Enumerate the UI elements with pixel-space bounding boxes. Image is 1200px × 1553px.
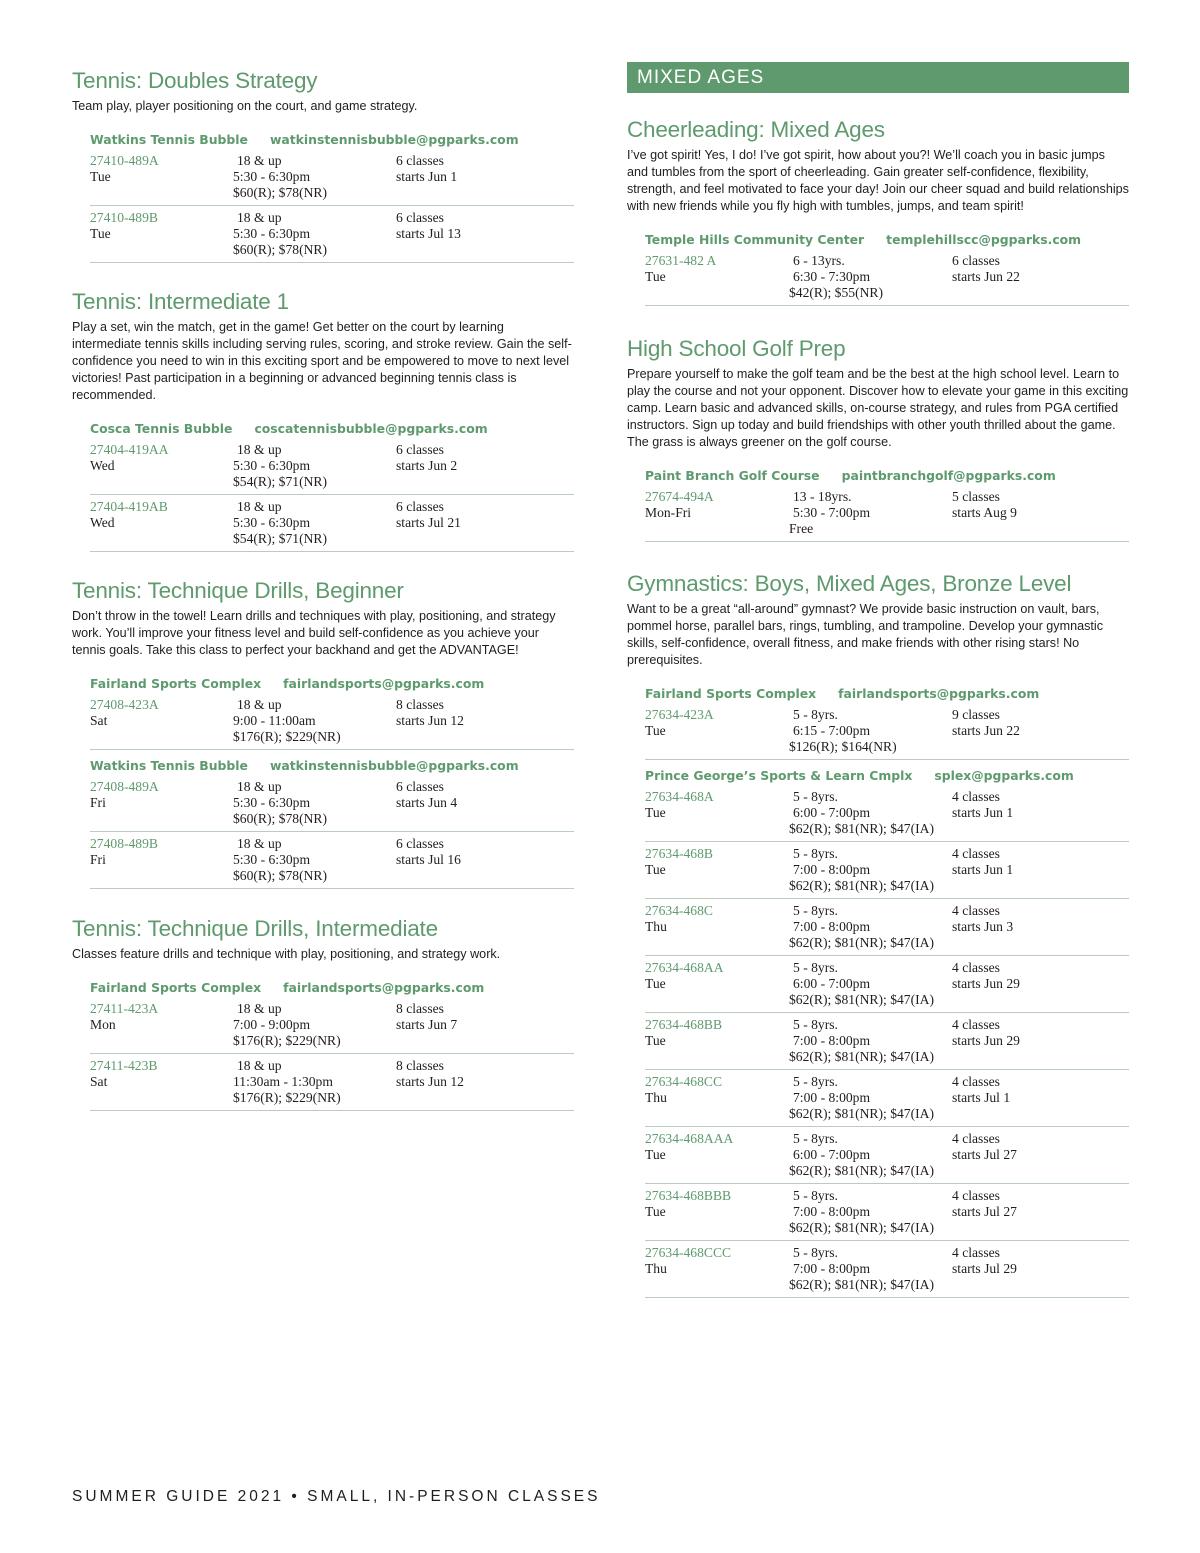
class-fee: $60(R); $78(NR) <box>233 242 328 257</box>
section-title: High School Golf Prep <box>627 336 846 361</box>
class-count: 4 classes <box>952 1188 1000 1203</box>
class-day: Tue <box>645 805 666 820</box>
class-fee: $126(R); $164(NR) <box>789 739 897 754</box>
section-title: Gymnastics: Boys, Mixed Ages, Bronze Level <box>627 571 1072 596</box>
class-row <box>645 707 1129 760</box>
age-range: 5 - 8yrs. <box>793 1131 838 1146</box>
course-code: 27404-419AB <box>90 499 168 514</box>
class-row <box>90 153 574 206</box>
age-range: 18 & up <box>237 210 282 225</box>
location-header <box>90 421 574 437</box>
location-email-link[interactable]: watkinstennisbubble@pgparks.com <box>269 132 519 147</box>
course-code: 27634-468BBB <box>645 1188 732 1203</box>
class-count: 9 classes <box>952 707 1000 722</box>
class-fee: $176(R); $229(NR) <box>233 1090 341 1105</box>
location-email-link[interactable]: watkinstennisbubble@pgparks.com <box>269 758 519 773</box>
location-email-link[interactable]: paintbranchgolf@pgparks.com <box>841 468 1056 483</box>
start-date: starts Jun 12 <box>396 713 464 728</box>
location-name: Watkins Tennis Bubble <box>90 758 248 773</box>
class-row <box>645 1017 1129 1070</box>
course-code: 27408-489A <box>90 779 159 794</box>
course-code: 27634-468C <box>645 903 713 918</box>
class-time: 6:00 - 7:00pm <box>793 976 871 991</box>
class-row <box>645 253 1129 306</box>
section-description: Team play, player positioning on the court, and game strategy. <box>72 99 418 113</box>
age-range: 5 - 8yrs. <box>793 960 838 975</box>
class-count: 8 classes <box>396 697 444 712</box>
start-date: starts Jun 1 <box>396 169 458 184</box>
class-time: 9:00 - 11:00am <box>233 713 316 728</box>
location-name: Temple Hills Community Center <box>645 232 865 247</box>
class-row <box>90 1001 574 1054</box>
location-name: Cosca Tennis Bubble <box>90 421 233 436</box>
class-fee: $54(R); $71(NR) <box>233 531 328 546</box>
start-date: starts Jun 7 <box>396 1017 458 1032</box>
class-day: Sat <box>90 713 108 728</box>
class-fee: $62(R); $81(NR); $47(IA) <box>789 1049 934 1064</box>
course-code: 27411-423B <box>90 1058 158 1073</box>
class-fee: $42(R); $55(NR) <box>789 285 884 300</box>
class-time: 7:00 - 8:00pm <box>793 1090 871 1105</box>
location-email-link[interactable]: templehillscc@pgparks.com <box>886 232 1082 247</box>
class-time: 7:00 - 8:00pm <box>793 1261 871 1276</box>
location-email-link[interactable]: fairlandsports@pgparks.com <box>838 686 1040 701</box>
location-email-link[interactable]: coscatennisbubble@pgparks.com <box>254 421 488 436</box>
class-fee: $60(R); $78(NR) <box>233 811 328 826</box>
start-date: starts Aug 9 <box>952 505 1017 520</box>
class-day: Wed <box>90 458 115 473</box>
class-count: 4 classes <box>952 1245 1000 1260</box>
class-fee: $62(R); $81(NR); $47(IA) <box>789 1220 934 1235</box>
class-count: 6 classes <box>396 836 444 851</box>
class-fee: $62(R); $81(NR); $47(IA) <box>789 1163 934 1178</box>
start-date: starts Jun 29 <box>952 976 1020 991</box>
course-code: 27634-468B <box>645 846 713 861</box>
location-header <box>645 686 1129 702</box>
age-range: 18 & up <box>237 499 282 514</box>
class-section <box>72 288 574 552</box>
class-day: Tue <box>645 976 666 991</box>
class-count: 6 classes <box>396 499 444 514</box>
class-fee: $54(R); $71(NR) <box>233 474 328 489</box>
location-list <box>90 132 574 263</box>
age-range: 5 - 8yrs. <box>793 789 838 804</box>
location-block <box>645 768 1129 1298</box>
class-fee: $62(R); $81(NR); $47(IA) <box>789 821 934 836</box>
class-fee: $60(R); $78(NR) <box>233 185 328 200</box>
course-code: 27408-423A <box>90 697 159 712</box>
location-list <box>90 421 574 552</box>
class-section <box>72 67 574 263</box>
section-description: I’ve got spirit! Yes, I do! I’ve got spirit, how about you?! We’ll coach you in basic jumps and tumbles from the sport of cheerleading. Gain greater self-confidence, flexibility, strength, and feel motivated to face your day! Join our cheer squad and build relationships with new friends while you fly high with tumbles, jumps, and team spirit! <box>627 148 1129 213</box>
start-date: starts Jun 1 <box>952 805 1014 820</box>
class-day: Tue <box>90 226 111 241</box>
age-range: 18 & up <box>237 697 282 712</box>
age-range: 6 - 13yrs. <box>793 253 845 268</box>
age-range: 18 & up <box>237 442 282 457</box>
class-count: 6 classes <box>396 210 444 225</box>
location-header <box>645 232 1129 248</box>
class-row <box>90 697 574 750</box>
class-day: Fri <box>90 852 106 867</box>
class-row <box>645 1074 1129 1127</box>
class-row <box>645 489 1129 542</box>
start-date: starts Jun 4 <box>396 795 458 810</box>
course-code: 27410-489B <box>90 210 158 225</box>
class-count: 8 classes <box>396 1001 444 1016</box>
age-range: 5 - 8yrs. <box>793 903 838 918</box>
class-time: 5:30 - 7:00pm <box>793 505 871 520</box>
class-fee: $176(R); $229(NR) <box>233 729 341 744</box>
class-time: 11:30am - 1:30pm <box>233 1074 333 1089</box>
class-day: Tue <box>645 1033 666 1048</box>
course-code: 27674-494A <box>645 489 714 504</box>
class-time: 7:00 - 8:00pm <box>793 919 871 934</box>
class-section <box>627 335 1129 542</box>
age-range: 5 - 8yrs. <box>793 707 838 722</box>
class-day: Tue <box>645 269 666 284</box>
class-day: Thu <box>645 1261 667 1276</box>
course-code: 27634-468BB <box>645 1017 723 1032</box>
class-count: 4 classes <box>952 789 1000 804</box>
section-description: Want to be a great “all-around” gymnast? We provide basic instruction on vault, bars, pommel horse, parallel bars, rings, tumbling, and trampoline. Develop your gymnastic skills, self-confidence, overall fitness, and make friends with other rising stars! No prerequisites. <box>627 602 1103 667</box>
age-range: 5 - 8yrs. <box>793 1188 838 1203</box>
class-row <box>645 1188 1129 1241</box>
class-time: 6:30 - 7:30pm <box>793 269 871 284</box>
age-range: 18 & up <box>237 836 282 851</box>
age-range: 18 & up <box>237 1058 282 1073</box>
age-range: 18 & up <box>237 153 282 168</box>
section-description: Don’t throw in the towel! Learn drills and techniques with play, positioning, and strategy work. You’ll improve your fitness level and build self-confidence as you achieve your tennis goals. Take this class to perfect your backhand and get the ADVANTAGE! <box>72 609 556 657</box>
class-count: 6 classes <box>396 779 444 794</box>
start-date: starts Jun 1 <box>952 862 1014 877</box>
class-row <box>645 1245 1129 1298</box>
class-time: 5:30 - 6:30pm <box>233 169 311 184</box>
age-range: 5 - 8yrs. <box>793 1245 838 1260</box>
location-list <box>90 980 574 1111</box>
class-row <box>645 789 1129 842</box>
mixed-ages-banner: MIXED AGES <box>627 62 1129 93</box>
class-day: Tue <box>645 1147 666 1162</box>
class-day: Thu <box>645 919 667 934</box>
section-title: Tennis: Technique Drills, Beginner <box>72 578 404 603</box>
location-header <box>645 468 1129 484</box>
location-header <box>90 758 574 774</box>
location-header <box>90 132 574 148</box>
class-day: Fri <box>90 795 106 810</box>
page-footer: SUMMER GUIDE 2021 • SMALL, IN-PERSON CLASSES <box>72 1488 601 1505</box>
class-row <box>645 960 1129 1013</box>
class-count: 4 classes <box>952 903 1000 918</box>
location-email-link[interactable]: splex@pgparks.com <box>934 768 1074 783</box>
class-time: 5:30 - 6:30pm <box>233 795 311 810</box>
course-code: 27404-419AA <box>90 442 169 457</box>
class-time: 7:00 - 9:00pm <box>233 1017 311 1032</box>
class-fee: $62(R); $81(NR); $47(IA) <box>789 992 934 1007</box>
section-title: Tennis: Intermediate 1 <box>72 289 289 314</box>
course-code: 27408-489B <box>90 836 158 851</box>
class-count: 5 classes <box>952 489 1000 504</box>
age-range: 5 - 8yrs. <box>793 1017 838 1032</box>
class-time: 6:15 - 7:00pm <box>793 723 871 738</box>
course-code: 27634-468AA <box>645 960 724 975</box>
location-block <box>645 232 1129 306</box>
section-description: Classes feature drills and technique with play, positioning, and strategy work. <box>72 947 501 961</box>
class-day: Sat <box>90 1074 108 1089</box>
class-fee: $62(R); $81(NR); $47(IA) <box>789 1106 934 1121</box>
location-block <box>90 676 574 750</box>
location-block <box>90 421 574 552</box>
class-time: 5:30 - 6:30pm <box>233 515 311 530</box>
location-name: Fairland Sports Complex <box>645 686 817 701</box>
start-date: starts Jun 29 <box>952 1033 1020 1048</box>
location-list <box>645 468 1129 542</box>
class-section <box>72 577 574 889</box>
class-time: 7:00 - 8:00pm <box>793 862 871 877</box>
location-email-link[interactable]: fairlandsports@pgparks.com <box>283 980 485 995</box>
course-code: 27634-468CCC <box>645 1245 732 1260</box>
class-count: 4 classes <box>952 1074 1000 1089</box>
age-range: 18 & up <box>237 779 282 794</box>
start-date: starts Jul 29 <box>952 1261 1017 1276</box>
section-title: Tennis: Doubles Strategy <box>72 68 318 93</box>
section-description: Play a set, win the match, get in the game! Get better on the court by learning intermediate tennis skills including serving rules, scoring, and stroke review. Gain the self-confidence you need to win in this exciting sport and be empowered to move to next level victories! Past participation in a beginning or advanced beginning tennis class is recommended. <box>72 320 572 402</box>
location-name: Prince George’s Sports & Learn Cmplx <box>645 768 913 783</box>
class-row <box>90 210 574 263</box>
class-row <box>645 903 1129 956</box>
course-code: 27631-482 A <box>645 253 717 268</box>
class-fee: $60(R); $78(NR) <box>233 868 328 883</box>
start-date: starts Jul 27 <box>952 1204 1017 1219</box>
class-time: 7:00 - 8:00pm <box>793 1204 871 1219</box>
class-day: Tue <box>645 723 666 738</box>
class-day: Wed <box>90 515 115 530</box>
start-date: starts Jul 16 <box>396 852 461 867</box>
start-date: starts Jun 3 <box>952 919 1014 934</box>
class-count: 4 classes <box>952 1017 1000 1032</box>
start-date: starts Jun 2 <box>396 458 458 473</box>
course-code: 27634-468A <box>645 789 714 804</box>
class-count: 6 classes <box>396 153 444 168</box>
location-header <box>90 676 574 692</box>
class-time: 5:30 - 6:30pm <box>233 458 311 473</box>
section-title: Tennis: Technique Drills, Intermediate <box>72 916 438 941</box>
start-date: starts Jul 13 <box>396 226 461 241</box>
class-day: Tue <box>645 1204 666 1219</box>
location-name: Fairland Sports Complex <box>90 980 262 995</box>
class-time: 7:00 - 8:00pm <box>793 1033 871 1048</box>
class-row <box>90 499 574 552</box>
class-count: 4 classes <box>952 1131 1000 1146</box>
class-fee: Free <box>789 521 814 536</box>
location-block <box>645 468 1129 542</box>
class-section <box>627 116 1129 306</box>
class-day: Tue <box>645 862 666 877</box>
class-time: 6:00 - 7:00pm <box>793 805 871 820</box>
location-block <box>645 686 1129 760</box>
class-count: 6 classes <box>952 253 1000 268</box>
course-code: 27411-423A <box>90 1001 159 1016</box>
course-code: 27634-423A <box>645 707 714 722</box>
class-count: 4 classes <box>952 960 1000 975</box>
location-header <box>90 980 574 996</box>
section-description: Prepare yourself to make the golf team and be the best at the high school level. Learn to play the course and not your opponent. Discover how to elevate your game in this exciting camp. Learn basic and advanced skills, on-course strategy, and rules from PGA certified instructors. Sign up today and build friendships with other youth thrilled about the game. The grass is always greener on the golf course. <box>627 367 1129 449</box>
course-code: 27410-489A <box>90 153 159 168</box>
class-row <box>645 1131 1129 1184</box>
course-code: 27634-468CC <box>645 1074 723 1089</box>
start-date: starts Jul 21 <box>396 515 461 530</box>
class-row <box>90 1058 574 1111</box>
section-title: Cheerleading: Mixed Ages <box>627 117 885 142</box>
class-fee: $62(R); $81(NR); $47(IA) <box>789 878 934 893</box>
class-time: 5:30 - 6:30pm <box>233 852 311 867</box>
age-range: 5 - 8yrs. <box>793 1074 838 1089</box>
location-name: Fairland Sports Complex <box>90 676 262 691</box>
location-name: Watkins Tennis Bubble <box>90 132 248 147</box>
location-block <box>90 980 574 1111</box>
location-list <box>645 686 1129 1298</box>
class-day: Thu <box>645 1090 667 1105</box>
age-range: 13 - 18yrs. <box>793 489 852 504</box>
class-fee: $62(R); $81(NR); $47(IA) <box>789 935 934 950</box>
location-list <box>90 676 574 889</box>
age-range: 18 & up <box>237 1001 282 1016</box>
class-row <box>90 779 574 832</box>
course-code: 27634-468AAA <box>645 1131 734 1146</box>
class-day: Mon <box>90 1017 116 1032</box>
location-block <box>90 758 574 889</box>
class-section <box>72 915 574 1111</box>
class-row <box>645 846 1129 899</box>
location-list <box>645 232 1129 306</box>
location-header <box>645 768 1129 784</box>
start-date: starts Jul 1 <box>952 1090 1011 1105</box>
location-block <box>90 132 574 263</box>
class-time: 5:30 - 6:30pm <box>233 226 311 241</box>
start-date: starts Jul 27 <box>952 1147 1017 1162</box>
class-fee: $176(R); $229(NR) <box>233 1033 341 1048</box>
class-count: 8 classes <box>396 1058 444 1073</box>
class-count: 4 classes <box>952 846 1000 861</box>
age-range: 5 - 8yrs. <box>793 846 838 861</box>
class-section <box>627 570 1129 1298</box>
start-date: starts Jun 22 <box>952 269 1020 284</box>
class-day: Mon-Fri <box>645 505 692 520</box>
class-time: 6:00 - 7:00pm <box>793 1147 871 1162</box>
start-date: starts Jun 22 <box>952 723 1020 738</box>
class-count: 6 classes <box>396 442 444 457</box>
class-row <box>90 442 574 495</box>
start-date: starts Jun 12 <box>396 1074 464 1089</box>
class-day: Tue <box>90 169 111 184</box>
class-fee: $62(R); $81(NR); $47(IA) <box>789 1277 934 1292</box>
location-name: Paint Branch Golf Course <box>645 468 820 483</box>
class-row <box>90 836 574 889</box>
location-email-link[interactable]: fairlandsports@pgparks.com <box>283 676 485 691</box>
